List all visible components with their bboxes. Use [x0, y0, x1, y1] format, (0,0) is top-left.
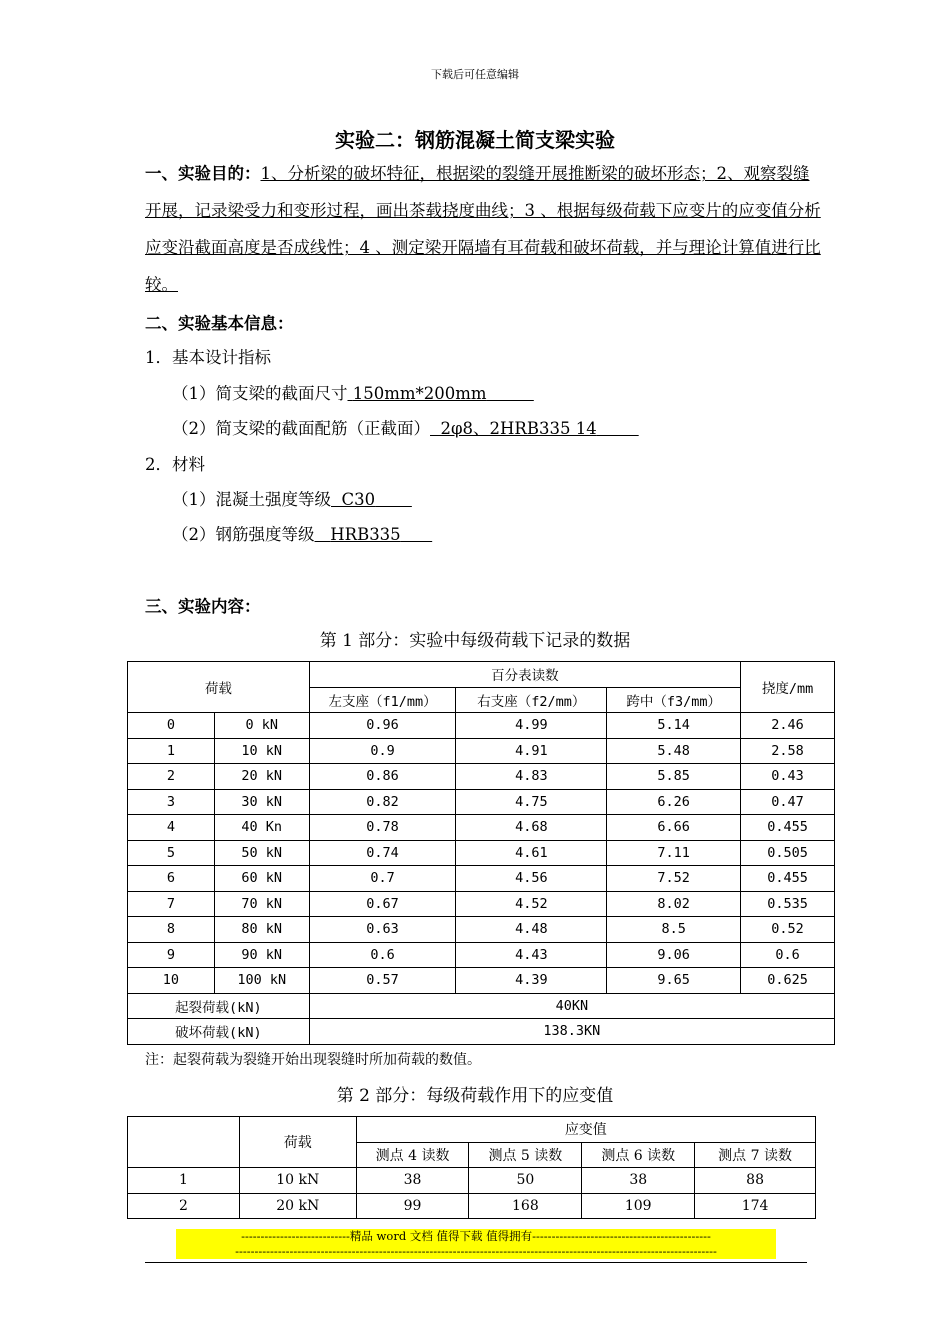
strain-header-p5: 测点 5 读数: [469, 1142, 582, 1168]
strain-header-p4: 测点 4 读数: [356, 1142, 469, 1168]
table-cell: 100 kN: [214, 968, 309, 994]
header-gauge-readings: 百分表读数: [309, 662, 740, 688]
table-cell: 0.6: [309, 942, 456, 968]
strain-header-strain: 应变值: [356, 1117, 815, 1143]
table-cell: 20 kN: [214, 764, 309, 790]
table-cell: 0.82: [309, 789, 456, 815]
table-cell: 10 kN: [214, 738, 309, 764]
table-cell: 4.68: [456, 815, 607, 841]
table-cell: 9: [128, 942, 215, 968]
strain-header-p6: 测点 6 读数: [582, 1142, 695, 1168]
table-cell: 0 kN: [214, 713, 309, 739]
content-heading: 三、实验内容：: [145, 597, 261, 616]
table-note: 注：起裂荷载为裂缝开始出现裂缝时所加荷载的数值。: [145, 1052, 481, 1068]
table-row: [128, 1193, 816, 1219]
section-size-line: [172, 380, 534, 404]
purpose-heading: 一、实验目的：: [145, 164, 261, 183]
table-cell: 0: [128, 713, 215, 739]
table-row: [128, 738, 835, 764]
table-cell: 60 kN: [214, 866, 309, 892]
table-cell: 0.67: [309, 891, 456, 917]
table-row: [128, 789, 835, 815]
crack-load-value: 40KN: [309, 993, 834, 1019]
table-cell: 38: [582, 1168, 695, 1194]
page-title: 实验二：钢筋混凝土简支梁实验: [335, 128, 615, 152]
table-cell: 0.455: [741, 866, 835, 892]
table-row: [128, 815, 835, 841]
table-row: [128, 968, 835, 994]
table-row: [128, 866, 835, 892]
table-cell: 2: [128, 764, 215, 790]
table-cell: 4.99: [456, 713, 607, 739]
table-cell: 2: [128, 1193, 240, 1219]
table-cell: 1: [128, 1168, 240, 1194]
table-cell: 0.47: [741, 789, 835, 815]
table-cell: 9.65: [607, 968, 741, 994]
table-cell: 4.75: [456, 789, 607, 815]
table-cell: 7.52: [607, 866, 741, 892]
part2-caption: 第 2 部分：每级荷载作用下的应变值: [336, 1086, 614, 1106]
table-cell: 4.48: [456, 917, 607, 943]
table-cell: 7: [128, 891, 215, 917]
footer-line-2: ----------------------------------------------------------------------------------------------------------------------------: [235, 1244, 717, 1258]
table-cell: 30 kN: [214, 789, 309, 815]
table-cell: 174: [695, 1193, 816, 1219]
table-cell: 4.39: [456, 968, 607, 994]
failure-load-label: 破坏荷载(kN): [128, 1019, 310, 1045]
table-cell: 3: [128, 789, 215, 815]
table-cell: 168: [469, 1193, 582, 1219]
table-cell: 4.61: [456, 840, 607, 866]
table-cell: 9.06: [607, 942, 741, 968]
header-deflection: 挠度/mm: [741, 662, 835, 713]
strain-header-load: 荷载: [239, 1117, 356, 1168]
table-cell: 8.02: [607, 891, 741, 917]
purpose-paragraph: [145, 155, 825, 303]
table-row: [128, 840, 835, 866]
table-cell: 0.505: [741, 840, 835, 866]
table-cell: 0.86: [309, 764, 456, 790]
strain-header-p7: 测点 7 读数: [695, 1142, 816, 1168]
table-cell: 4: [128, 815, 215, 841]
table-cell: 0.455: [741, 815, 835, 841]
steel-grade-line: [172, 521, 432, 545]
table-row: [128, 764, 835, 790]
concrete-grade-label: （1）混凝土强度等级: [172, 490, 331, 509]
table-cell: 0.625: [741, 968, 835, 994]
table-cell: 2.58: [741, 738, 835, 764]
header-midspan: 跨中（f3/mm）: [607, 687, 741, 713]
table-cell: 7.11: [607, 840, 741, 866]
concrete-grade-value: C30: [341, 490, 376, 509]
table-cell: 4.91: [456, 738, 607, 764]
table-cell: 1: [128, 738, 215, 764]
table-row: [128, 1168, 816, 1194]
header-left-support: 左支座（f1/mm）: [309, 687, 456, 713]
table-cell: 50: [469, 1168, 582, 1194]
header-load: 荷载: [128, 662, 310, 713]
table-cell: 6: [128, 866, 215, 892]
section-size-value: 150mm*200mm: [352, 384, 487, 403]
table-cell: 0.57: [309, 968, 456, 994]
table-row: [128, 891, 835, 917]
table-cell: 0.74: [309, 840, 456, 866]
reinforcement-value: 2φ8、2HRB335 14: [440, 419, 597, 438]
table-cell: 5.85: [607, 764, 741, 790]
table-cell: 0.9: [309, 738, 456, 764]
material-heading: 2．材料: [145, 455, 205, 474]
concrete-grade-line: [172, 486, 412, 510]
table-cell: 8.5: [607, 917, 741, 943]
strain-header-blank: [128, 1117, 240, 1168]
table-row: [128, 713, 835, 739]
table-cell: 20 kN: [239, 1193, 356, 1219]
table-cell: 88: [695, 1168, 816, 1194]
table-cell: 0.6: [741, 942, 835, 968]
footer-rule: [145, 1262, 807, 1263]
section-size-label: （1）简支梁的截面尺寸: [172, 384, 348, 403]
table-cell: 0.96: [309, 713, 456, 739]
part1-caption: 第 1 部分：实验中每级荷载下记录的数据: [319, 631, 631, 651]
steel-grade-label: （2）钢筋强度等级: [172, 525, 315, 544]
steel-grade-value: HRB335: [330, 525, 401, 544]
table-cell: 0.43: [741, 764, 835, 790]
crack-load-label: 起裂荷载(kN): [128, 993, 310, 1019]
table-cell: 5.48: [607, 738, 741, 764]
table-cell: 2.46: [741, 713, 835, 739]
table-cell: 4.52: [456, 891, 607, 917]
footer-banner: [176, 1229, 776, 1259]
table-cell: 0.52: [741, 917, 835, 943]
table-cell: 0.78: [309, 815, 456, 841]
part1-table: [127, 661, 835, 1045]
table-cell: 5: [128, 840, 215, 866]
table-cell: 10 kN: [239, 1168, 356, 1194]
header-right-support: 右支座（f2/mm）: [456, 687, 607, 713]
table-cell: 38: [356, 1168, 469, 1194]
table-cell: 90 kN: [214, 942, 309, 968]
table-cell: 10: [128, 968, 215, 994]
table-cell: 0.535: [741, 891, 835, 917]
table-cell: 50 kN: [214, 840, 309, 866]
table-cell: 6.66: [607, 815, 741, 841]
table-cell: 0.7: [309, 866, 456, 892]
table-cell: 70 kN: [214, 891, 309, 917]
table-cell: 109: [582, 1193, 695, 1219]
header-note: 下载后可任意编辑: [431, 68, 519, 81]
table-cell: 8: [128, 917, 215, 943]
table-cell: 4.83: [456, 764, 607, 790]
table-cell: 80 kN: [214, 917, 309, 943]
table-cell: 6.26: [607, 789, 741, 815]
table-cell: 99: [356, 1193, 469, 1219]
table-cell: 4.43: [456, 942, 607, 968]
table-cell: 5.14: [607, 713, 741, 739]
reinforcement-label: （2）简支梁的截面配筋（正截面）: [172, 419, 430, 438]
table-cell: 4.56: [456, 866, 607, 892]
failure-load-value: 138.3KN: [309, 1019, 834, 1045]
part2-table: [127, 1116, 816, 1219]
design-index-heading: 1．基本设计指标: [145, 348, 271, 367]
table-cell: 40 Kn: [214, 815, 309, 841]
purpose-text: 1、分析梁的破坏特征，根据梁的裂缝开展推断梁的破坏形态；2、观察裂缝开展，记录梁受力和变形过程，画出茶载挠度曲线；3 、根据每级荷载下应变片的应变值分析应变沿截面高度是否成线性；4 、测定梁开隔墙有耳荷载和破坏荷载，并与理论计算值进行比较。: [145, 164, 821, 294]
basic-info-heading: 二、实验基本信息：: [145, 314, 294, 333]
footer-line-1: ----------------------------精品 word 文档 值得下载 值得拥有----------------------------------------------: [241, 1229, 711, 1243]
reinforcement-line: [172, 415, 639, 439]
table-row: [128, 917, 835, 943]
table-row: [128, 942, 835, 968]
table-cell: 0.63: [309, 917, 456, 943]
